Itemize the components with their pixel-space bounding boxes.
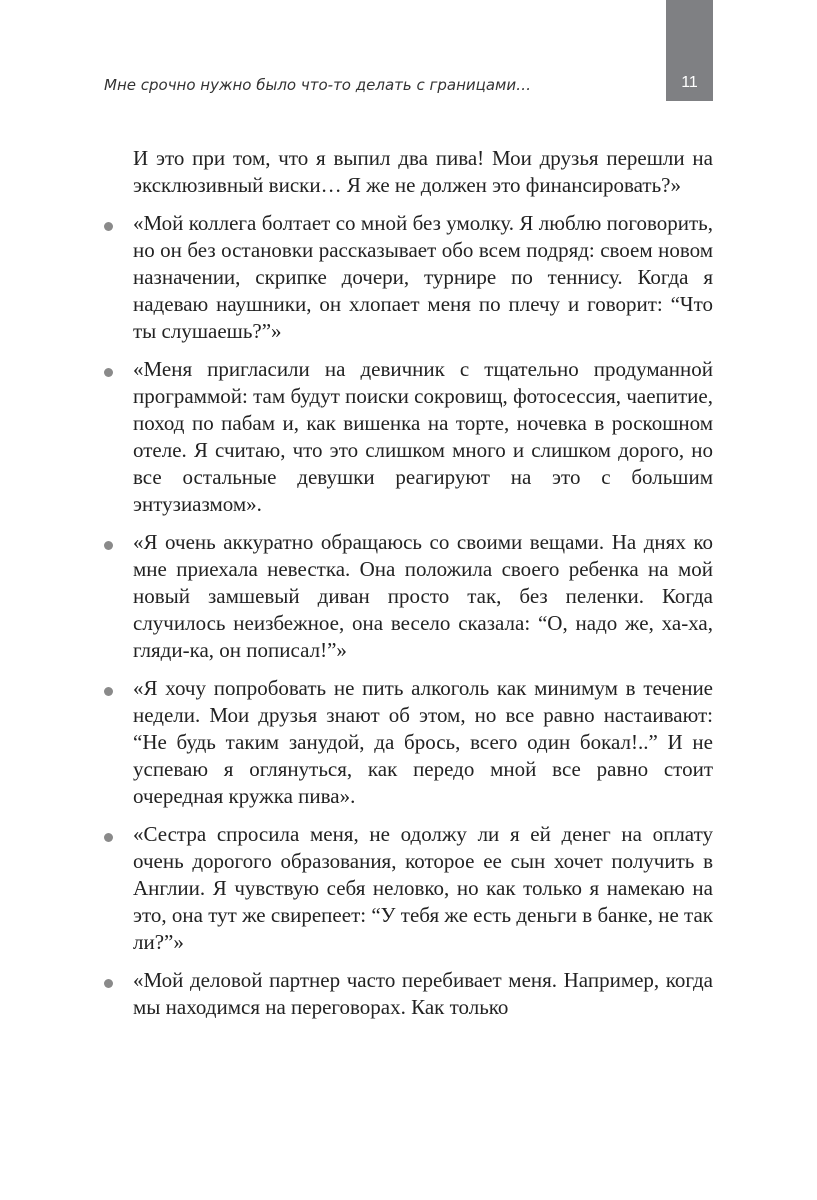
bullet-icon	[104, 833, 113, 842]
page-number: 11	[681, 74, 698, 91]
list-item	[133, 967, 713, 1021]
list-item	[133, 821, 713, 956]
list-item-text: «Я очень аккуратно обращаюсь со своими вещами. На днях ко мне приехала невестка. Она положила своего ребенка на мой новый замшевый диван просто так, без пеленки. Когда случилось неизбежное, она весело сказала: “О, надо же, ха-ха, гляди-ка, он пописал!”»	[133, 530, 713, 662]
page-number-tab	[666, 0, 713, 101]
bullet-icon	[104, 687, 113, 696]
list-item-text: «Меня пригласили на девичник с тщательно продуманной программой: там будут поиски сокровищ, фотосессия, чаепитие, поход по пабам и, как вишенка на торте, ночевка в роскошном отеле. Я считаю, что это слишком много и слишком дорого, но все остальные девушки реагируют на это с большим энтузиазмом».	[133, 357, 713, 516]
list-item	[133, 210, 713, 345]
list-item	[133, 675, 713, 810]
bullet-icon	[104, 368, 113, 377]
continued-paragraph: И это при том, что я выпил два пива! Мои друзья перешли на эксклюзивный виски… Я же не должен это финансировать?»	[133, 146, 713, 197]
list-item-text: «Мой коллега болтает со мной без умолку. Я люблю поговорить, но он без остановки рассказывает обо всем подряд: своем новом назначении, скрипке дочери, турнире по теннису. Когда я надеваю наушники, он хлопает меня по плечу и говорит: “Что ты слушаешь?”»	[133, 211, 713, 343]
list-item	[133, 529, 713, 664]
bullet-icon	[104, 541, 113, 550]
list-item-text: «Я хочу попробовать не пить алкоголь как минимум в течение недели. Мои друзья знают об этом, но все равно настаивают: “Не будь таким занудой, да брось, всего один бокал!..” И не успеваю я оглянуться, как передо мной все равно стоит очередная кружка пива».	[133, 676, 713, 808]
bullet-icon	[104, 979, 113, 988]
page-body	[133, 145, 713, 1032]
list-item-text: «Мой деловой партнер часто перебивает меня. Например, когда мы находимся на переговорах. Как только	[133, 968, 713, 1019]
bullet-icon	[104, 222, 113, 231]
list-item	[133, 356, 713, 518]
list-item-text: «Сестра спросила меня, не одолжу ли я ей денег на оплату очень дорогого образования, которое ее сын хочет получить в Англии. Я чувствую себя неловко, но как только я намекаю на это, она тут же свирепеет: “У тебя же есть деньги в банке, не так ли?”»	[133, 822, 713, 954]
running-title: Мне срочно нужно было что-то делать с границами…	[104, 76, 532, 94]
